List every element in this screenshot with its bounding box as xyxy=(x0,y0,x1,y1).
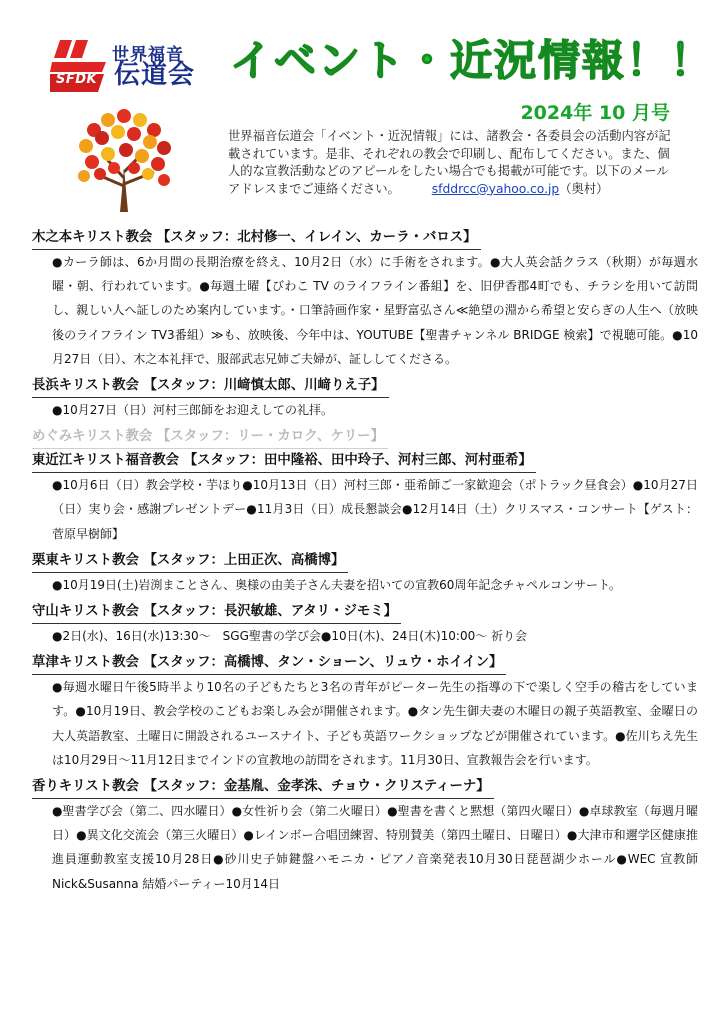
church-list xyxy=(32,226,711,899)
church-section-nagahama xyxy=(32,374,704,422)
logo-line1: 世界福音 xyxy=(112,45,184,65)
logo-mark-text: SFDK xyxy=(56,72,98,87)
logo-line2: 伝道会 xyxy=(114,60,196,90)
intro-text: 世界福音伝道会「イベント・近況情報」には、諸教会・各委員会の活動内容が記載されています。是非、それぞれの教会で印刷し、配布してください。また、個人的な宣教活動などのアピールをしたい場合でも掲載が可能です。以下のメールアドレスまでご連絡ください。 xyxy=(228,129,671,196)
contact-email-link[interactable]: sfddrcc@yahoo.co.jp xyxy=(431,181,560,196)
church-body: ●カーラ師は、6か月間の長期治療を終え、10月2日（水）に手術をされます。●大人英会話クラス（秋期）が毎週水曜・朝、行われています。●毎週土曜【びわこ TV のライフライン番組】を、旧伊香郡4町でも、チラシを用いて訪問し、親しい人へ証しのため案内しています。・口筆詩画作家・星野富弘さん≪絶望の淵から希望と安らぎの人生へ（放映後のライフライン TV3番組）≫も、放映後、今年中は、YOUTUBE【聖書チャンネル BRIDGE 検索】で視聴可能。●10月27日（日）、木之本礼拝で、服部武志兄姉ご夫婦が、証ししてくださる。 xyxy=(52,255,698,366)
church-heading: 草津キリスト教会 【スタッフ：高橋博、タン・ショーン、リュウ・ホイイン】 xyxy=(32,651,506,675)
church-body: ●10月6日（日）教会学校・芋ほり●10月13日（日）河村三郎・亜希師ご一家歓迎会（ポトラック昼食会）●10月27日（日）実り会・感謝プレゼントデー●11月3日（日）成長懇談会●12月14日（土）クリスマス・コンサート【ゲスト：菅原早樹師】 xyxy=(52,478,698,541)
church-heading: 長浜キリスト教会 【スタッフ：川﨑慎太郎、川﨑りえ子】 xyxy=(32,374,389,398)
contact-name: （奥村） xyxy=(559,181,609,196)
church-section-kusatsu xyxy=(32,651,704,772)
church-section-kinomoto xyxy=(32,226,704,371)
page-title: イベント・近況情報！！ xyxy=(230,36,715,85)
church-heading: 栗東キリスト教会 【スタッフ：上田正次、高橋博】 xyxy=(32,549,348,573)
church-heading: 香りキリスト教会 【スタッフ：金基胤、金孝洙、チョウ・クリスティーナ】 xyxy=(32,775,494,799)
church-body: ●聖書学び会（第二、四水曜日）●女性祈り会（第二火曜日）●聖書を書くと黙想（第四火曜日）●卓球教室（毎週月曜日）●異文化交流会（第三火曜日）●レインボー合唱団練習、特別賛美（第四土曜日、日曜日）●大津市和邇学区健康推進員運動教室支援10月28日●砂川史子姉鍵盤ハモニカ・ピアノ音楽発表10月30日琵琶湖少ホール●WEC 宣教師 Nick&Susanna 結婚パーティー10月14日 xyxy=(52,804,711,891)
church-section-higashiomi xyxy=(32,449,704,546)
church-section-kaori xyxy=(32,775,711,896)
church-body: ●10月19日(土)岩渕まことさん、奥様の由美子さん夫妻を招いての宣教60周年記念チャペルコンサート。 xyxy=(52,577,621,592)
church-section-moriyama xyxy=(32,600,704,648)
church-section-megumi xyxy=(32,425,704,449)
church-heading: 守山キリスト教会 【スタッフ：長沢敏雄、アタリ・ジモミ】 xyxy=(32,600,401,624)
church-body: ●毎週水曜日午後5時半より10名の子どもたちと3名の青年がピーター先生の指導の下で楽しく空手の稽古をしています。●10月19日、教会学校のこどもお楽しみ会が開催されます。●タン先生御夫妻の木曜日の親子英語教室、金曜日の大人英語教室、土曜日に開設されるユースナイト、子ども英語ワークショップなどが開催されています。●佐川ちえ先生は10月29日～11月12日までインドの宣教地の訪問をされます。11月30日、宣教報告会を行います。 xyxy=(52,680,698,767)
autumn-tree-icon xyxy=(74,108,174,212)
issue-date: 2024年 10 月号 xyxy=(520,102,670,124)
church-heading: めぐみキリスト教会 【スタッフ：リー・カロク、ケリー】 xyxy=(32,425,388,449)
logo xyxy=(50,38,210,94)
church-body: ●10月27日（日）河村三郎師をお迎えしての礼拝。 xyxy=(52,403,334,418)
church-heading: 東近江キリスト福音教会 【スタッフ：田中隆裕、田中玲子、河村三郎、河村亜希】 xyxy=(32,449,536,473)
intro-section xyxy=(228,128,678,198)
church-heading: 木之本キリスト教会 【スタッフ：北村修一、イレイン、カーラ・バロス】 xyxy=(32,226,481,250)
church-section-ritto xyxy=(32,549,704,597)
church-body: ●2日(水)、16日(水)13:30～ SGG聖書の学び会●10日(木)、24日(木)10:00～ 祈り会 xyxy=(52,629,528,644)
